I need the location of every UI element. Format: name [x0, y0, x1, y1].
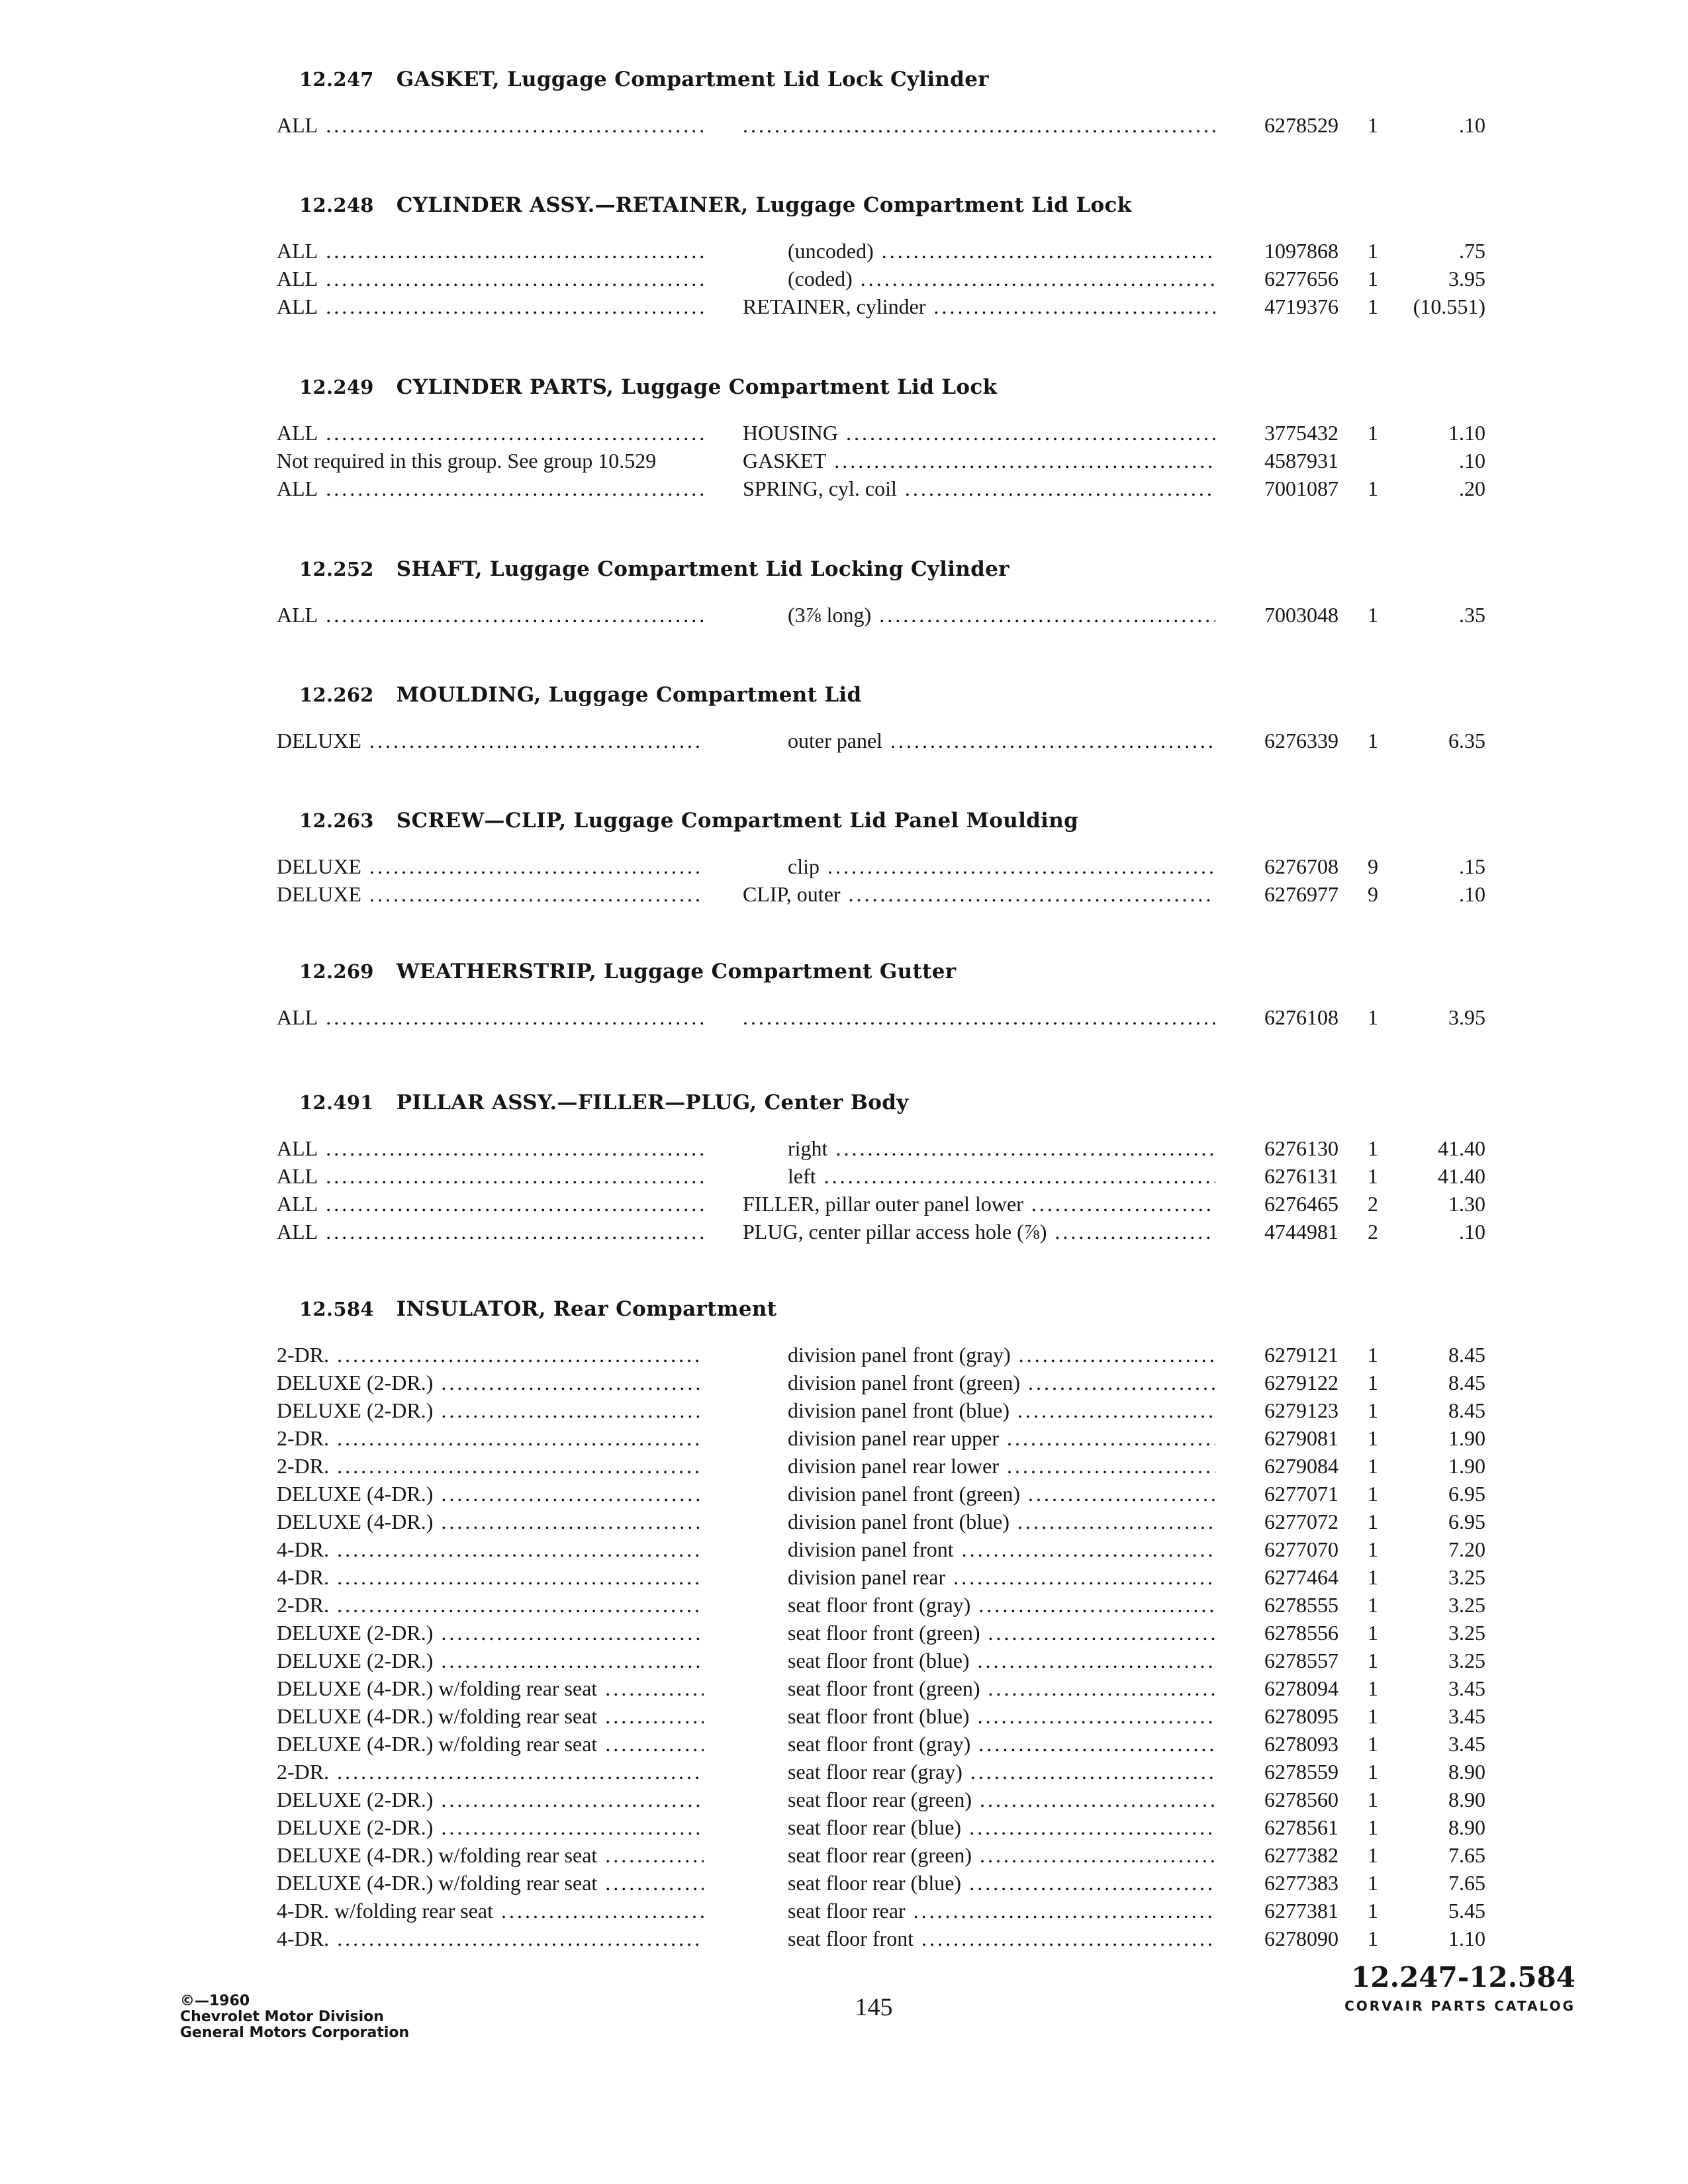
- part-number-cell: 6278090: [1264, 1927, 1338, 1950]
- quantity-cell: 9: [1368, 854, 1378, 878]
- part-row: [0, 1452, 1688, 1480]
- group-number: 12.247: [299, 68, 374, 91]
- part-number-cell: 6278561: [1264, 1815, 1338, 1839]
- part-row: [0, 1647, 1688, 1674]
- description-cell: division panel front .....: [788, 1535, 1215, 1563]
- part-number-cell: 6276130: [1264, 1136, 1338, 1160]
- quantity-cell: 1: [1368, 1343, 1378, 1367]
- part-row: [0, 1841, 1688, 1869]
- price-cell: .35: [1459, 603, 1485, 627]
- description-cell: seat floor rear (blue) .....: [788, 1869, 1215, 1897]
- part-row: [0, 1925, 1688, 1952]
- part-row: [0, 880, 1688, 908]
- model-cell: 4-DR. .....: [277, 1535, 704, 1563]
- quantity-cell: 1: [1368, 1704, 1378, 1728]
- description-cell: division panel front (green) .....: [788, 1480, 1215, 1508]
- description-cell: seat floor rear (gray) .....: [788, 1758, 1215, 1786]
- part-row: [0, 237, 1688, 265]
- price-cell: 8.90: [1448, 1788, 1485, 1811]
- price-cell: 1.90: [1448, 1454, 1485, 1478]
- price-cell: .20: [1459, 477, 1485, 500]
- part-row: [0, 1190, 1688, 1218]
- part-row: [0, 1786, 1688, 1813]
- quantity-cell: 1: [1368, 477, 1378, 500]
- quantity-cell: 1: [1368, 1649, 1378, 1672]
- description-cell: right .....: [788, 1134, 1215, 1162]
- part-row: [0, 419, 1688, 447]
- quantity-cell: 1: [1368, 1760, 1378, 1784]
- description-cell: division panel front (blue) .....: [788, 1396, 1215, 1424]
- part-row: [0, 601, 1688, 629]
- model-cell: 4-DR. .....: [277, 1563, 704, 1591]
- group-heading: [299, 374, 997, 400]
- quantity-cell: 1: [1368, 1815, 1378, 1839]
- part-row: [0, 727, 1688, 754]
- page-number: 145: [855, 1993, 893, 2021]
- description-cell: CLIP, outer .....: [743, 880, 1215, 908]
- corporation-line: General Motors Corporation: [180, 2025, 410, 2041]
- quantity-cell: 1: [1368, 1537, 1378, 1561]
- quantity-cell: 1: [1368, 1927, 1378, 1950]
- quantity-cell: 1: [1368, 1426, 1378, 1450]
- model-cell: 2-DR. .....: [277, 1452, 704, 1480]
- part-number-cell: 4719376: [1264, 295, 1338, 318]
- model-cell: DELUXE (2-DR.) .....: [277, 1647, 704, 1674]
- model-cell: DELUXE (4-DR.) w/folding rear seat .....: [277, 1869, 704, 1897]
- quantity-cell: 1: [1368, 1676, 1378, 1700]
- part-row: [0, 265, 1688, 293]
- part-row: [0, 1508, 1688, 1535]
- price-cell: 1.10: [1448, 1927, 1485, 1950]
- quantity-cell: 1: [1368, 1788, 1378, 1811]
- part-row: [0, 1218, 1688, 1246]
- part-number-cell: 6279081: [1264, 1426, 1338, 1450]
- quantity-cell: 1: [1368, 1398, 1378, 1422]
- description-cell: SPRING, cyl. coil .....: [743, 475, 1215, 502]
- description-cell: (3⅞ long) .....: [788, 601, 1215, 629]
- description-cell: (uncoded) .....: [788, 237, 1215, 265]
- quantity-cell: 1: [1368, 1454, 1378, 1478]
- model-cell: DELUXE (4-DR.) w/folding rear seat .....: [277, 1730, 704, 1758]
- price-cell: 8.90: [1448, 1815, 1485, 1839]
- description-cell: division panel rear .....: [788, 1563, 1215, 1591]
- model-cell: DELUXE .....: [277, 727, 704, 754]
- price-cell: 1.30: [1448, 1192, 1485, 1216]
- description-cell: division panel rear upper .....: [788, 1424, 1215, 1452]
- quantity-cell: 1: [1368, 1136, 1378, 1160]
- part-row: [0, 1758, 1688, 1786]
- part-number-cell: 6277070: [1264, 1537, 1338, 1561]
- quantity-cell: 1: [1368, 239, 1378, 263]
- model-cell: ALL .....: [277, 1162, 704, 1190]
- price-cell: 7.65: [1448, 1871, 1485, 1895]
- model-cell: ALL .....: [277, 475, 704, 502]
- group-heading: [299, 556, 1009, 582]
- part-row: [0, 293, 1688, 320]
- description-cell: seat floor front (green) .....: [788, 1619, 1215, 1647]
- description-cell: PLUG, center pillar access hole (⅞) .....: [743, 1218, 1215, 1246]
- description-cell: (coded) .....: [788, 265, 1215, 293]
- description-cell: division panel rear lower .....: [788, 1452, 1215, 1480]
- part-number-cell: 6278555: [1264, 1593, 1338, 1617]
- part-number-cell: 6278557: [1264, 1649, 1338, 1672]
- quantity-cell: 1: [1368, 1510, 1378, 1533]
- description-cell: seat floor front (blue) .....: [788, 1702, 1215, 1730]
- quantity-cell: 1: [1368, 1565, 1378, 1589]
- part-number-cell: 4744981: [1264, 1220, 1338, 1244]
- price-cell: 1.90: [1448, 1426, 1485, 1450]
- part-number-cell: 6279123: [1264, 1398, 1338, 1422]
- quantity-cell: 9: [1368, 882, 1378, 906]
- group-heading: [299, 807, 1078, 834]
- group-title: CYLINDER ASSY.—RETAINER, Luggage Compartment Lid Lock: [396, 193, 1132, 217]
- model-cell: 4-DR. w/folding rear seat .....: [277, 1897, 704, 1925]
- part-number-cell: 3775432: [1264, 421, 1338, 445]
- model-cell: Not required in this group. See group 10.529: [277, 449, 657, 473]
- description-cell: seat floor rear .....: [788, 1897, 1215, 1925]
- model-cell: ALL .....: [277, 265, 704, 293]
- quantity-cell: 1: [1368, 1482, 1378, 1506]
- model-cell: ALL .....: [277, 1190, 704, 1218]
- quantity-cell: 1: [1368, 1871, 1378, 1895]
- model-cell: DELUXE (2-DR.) .....: [277, 1786, 704, 1813]
- part-number-cell: 6277072: [1264, 1510, 1338, 1533]
- group-heading: [299, 958, 956, 985]
- quantity-cell: 1: [1368, 295, 1378, 318]
- group-title: CYLINDER PARTS, Luggage Compartment Lid Lock: [396, 375, 998, 399]
- part-number-cell: 6277464: [1264, 1565, 1338, 1589]
- price-cell: 3.95: [1448, 267, 1485, 291]
- quantity-cell: 1: [1368, 1593, 1378, 1617]
- price-cell: .10: [1459, 1220, 1485, 1244]
- quantity-cell: 1: [1368, 1621, 1378, 1645]
- part-row: [0, 1396, 1688, 1424]
- part-number-cell: 6278560: [1264, 1788, 1338, 1811]
- description-cell: seat floor rear (green) .....: [788, 1841, 1215, 1869]
- part-number-cell: 7001087: [1264, 477, 1338, 500]
- model-cell: DELUXE (4-DR.) w/folding rear seat .....: [277, 1702, 704, 1730]
- part-row: [0, 1003, 1688, 1031]
- part-number-cell: 6278556: [1264, 1621, 1338, 1645]
- price-cell: 3.25: [1448, 1565, 1485, 1589]
- footer-copyright-block: [180, 1993, 409, 2041]
- description-cell: clip .....: [788, 852, 1215, 880]
- part-row: [0, 1341, 1688, 1369]
- model-cell: ALL .....: [277, 601, 704, 629]
- quantity-cell: 2: [1368, 1192, 1378, 1216]
- description-cell: seat floor front (gray) .....: [788, 1591, 1215, 1619]
- quantity-cell: 1: [1368, 1732, 1378, 1756]
- price-cell: 41.40: [1438, 1136, 1485, 1160]
- quantity-cell: 1: [1368, 421, 1378, 445]
- group-number: 12.248: [299, 194, 374, 216]
- price-cell: 5.45: [1448, 1899, 1485, 1923]
- part-number-cell: 6278529: [1264, 113, 1338, 137]
- part-row: [0, 1591, 1688, 1619]
- part-number-cell: 6276108: [1264, 1005, 1338, 1029]
- description-cell: seat floor front (green) .....: [788, 1674, 1215, 1702]
- model-cell: ALL .....: [277, 1218, 704, 1246]
- group-range: 12.247-12.584: [1351, 1961, 1575, 1993]
- price-cell: 7.20: [1448, 1537, 1485, 1561]
- price-cell: 3.45: [1448, 1704, 1485, 1728]
- part-row: [0, 1535, 1688, 1563]
- copyright-line: ©—1960: [180, 1993, 250, 2009]
- description-cell: left .....: [788, 1162, 1215, 1190]
- model-cell: 2-DR. .....: [277, 1591, 704, 1619]
- model-cell: ALL .....: [277, 293, 704, 320]
- price-cell: 6.95: [1448, 1510, 1485, 1533]
- description-cell: seat floor rear (blue) .....: [788, 1813, 1215, 1841]
- description-cell: outer panel .....: [788, 727, 1215, 754]
- part-number-cell: 6277656: [1264, 267, 1338, 291]
- price-cell: 1.10: [1448, 421, 1485, 445]
- description-cell: seat floor rear (green) .....: [788, 1786, 1215, 1813]
- quantity-cell: 2: [1368, 1220, 1378, 1244]
- group-heading: [299, 1296, 776, 1322]
- price-cell: 3.25: [1448, 1649, 1485, 1672]
- part-number-cell: 6276977: [1264, 882, 1338, 906]
- group-number: 12.252: [299, 558, 374, 580]
- part-row: [0, 1134, 1688, 1162]
- group-number: 12.491: [299, 1091, 374, 1114]
- model-cell: DELUXE (4-DR.) .....: [277, 1508, 704, 1535]
- model-cell: 4-DR. .....: [277, 1925, 704, 1952]
- catalog-title: CORVAIR PARTS CATALOG: [1344, 1998, 1575, 2014]
- price-cell: 7.65: [1448, 1843, 1485, 1867]
- part-row: [0, 1480, 1688, 1508]
- group-title: PILLAR ASSY.—FILLER—PLUG, Center Body: [396, 1091, 909, 1115]
- group-title: SHAFT, Luggage Compartment Lid Locking Cylinder: [396, 557, 1009, 581]
- model-cell: 2-DR. .....: [277, 1341, 704, 1369]
- part-number-cell: 6276339: [1264, 729, 1338, 752]
- model-cell: 2-DR. .....: [277, 1758, 704, 1786]
- description-cell: division panel front (gray) .....: [788, 1341, 1215, 1369]
- quantity-cell: 1: [1368, 1899, 1378, 1923]
- part-number-cell: 6277383: [1264, 1871, 1338, 1895]
- description-cell: [743, 111, 1215, 139]
- description-cell: division panel front (blue) .....: [788, 1508, 1215, 1535]
- group-number: 12.263: [299, 809, 374, 832]
- model-cell: DELUXE (2-DR.) .....: [277, 1813, 704, 1841]
- part-number-cell: 6276131: [1264, 1164, 1338, 1188]
- price-cell: .75: [1459, 239, 1485, 263]
- part-number-cell: 6276465: [1264, 1192, 1338, 1216]
- description-cell: seat floor front .....: [788, 1925, 1215, 1952]
- part-row: [0, 1702, 1688, 1730]
- price-cell: 6.35: [1448, 729, 1485, 752]
- group-number: 12.584: [299, 1298, 374, 1320]
- model-cell: DELUXE (4-DR.) w/folding rear seat .....: [277, 1841, 704, 1869]
- price-cell: 3.45: [1448, 1676, 1485, 1700]
- part-row: [0, 1869, 1688, 1897]
- group-title: INSULATOR, Rear Compartment: [396, 1297, 777, 1321]
- part-number-cell: 1097868: [1264, 239, 1338, 263]
- price-cell: 3.25: [1448, 1621, 1485, 1645]
- part-number-cell: 4587931: [1264, 449, 1338, 473]
- quantity-cell: 1: [1368, 1005, 1378, 1029]
- group-number: 12.269: [299, 960, 374, 983]
- price-cell: 8.90: [1448, 1760, 1485, 1784]
- quantity-cell: 1: [1368, 1371, 1378, 1394]
- part-number-cell: 6277071: [1264, 1482, 1338, 1506]
- price-cell: .10: [1459, 882, 1485, 906]
- model-cell: DELUXE (2-DR.) .....: [277, 1396, 704, 1424]
- description-cell: division panel front (green) .....: [788, 1369, 1215, 1396]
- model-cell: DELUXE (4-DR.) w/folding rear seat .....: [277, 1674, 704, 1702]
- part-row: [0, 1162, 1688, 1190]
- quantity-cell: 1: [1368, 1164, 1378, 1188]
- price-cell: 3.45: [1448, 1732, 1485, 1756]
- quantity-cell: 1: [1368, 267, 1378, 291]
- part-number-cell: 6278094: [1264, 1676, 1338, 1700]
- part-row: [0, 1730, 1688, 1758]
- part-number-cell: 6278559: [1264, 1760, 1338, 1784]
- quantity-cell: 1: [1368, 603, 1378, 627]
- part-row: [0, 1424, 1688, 1452]
- group-number: 12.249: [299, 376, 374, 398]
- price-cell: 8.45: [1448, 1371, 1485, 1394]
- price-cell: 3.25: [1448, 1593, 1485, 1617]
- price-cell: 6.95: [1448, 1482, 1485, 1506]
- group-title: MOULDING, Luggage Compartment Lid: [396, 683, 862, 707]
- part-row: [0, 852, 1688, 880]
- description-cell: seat floor front (gray) .....: [788, 1730, 1215, 1758]
- part-number-cell: 6277382: [1264, 1843, 1338, 1867]
- price-cell: 3.95: [1448, 1005, 1485, 1029]
- model-cell: ALL .....: [277, 111, 704, 139]
- group-heading: [299, 682, 861, 708]
- description-cell: RETAINER, cylinder .....: [743, 293, 1215, 320]
- division-line: Chevrolet Motor Division: [180, 2009, 384, 2025]
- part-row: [0, 475, 1688, 502]
- quantity-cell: 1: [1368, 113, 1378, 137]
- description-cell: GASKET .....: [743, 447, 1215, 475]
- model-cell: DELUXE (4-DR.) .....: [277, 1480, 704, 1508]
- quantity-cell: 1: [1368, 729, 1378, 752]
- part-number-cell: 6279084: [1264, 1454, 1338, 1478]
- part-number-cell: 6279121: [1264, 1343, 1338, 1367]
- description-cell: seat floor front (blue) .....: [788, 1647, 1215, 1674]
- model-cell: ALL .....: [277, 1134, 704, 1162]
- model-cell: DELUXE .....: [277, 852, 704, 880]
- model-cell: DELUXE .....: [277, 880, 704, 908]
- part-number-cell: 6278095: [1264, 1704, 1338, 1728]
- model-cell: DELUXE (2-DR.) .....: [277, 1619, 704, 1647]
- part-row: [0, 1897, 1688, 1925]
- model-cell: ALL .....: [277, 237, 704, 265]
- group-title: WEATHERSTRIP, Luggage Compartment Gutter: [396, 960, 957, 983]
- group-heading: [299, 192, 1131, 218]
- part-row: [0, 1674, 1688, 1702]
- model-cell: ALL .....: [277, 1003, 704, 1031]
- part-row: [0, 111, 1688, 139]
- part-row: [0, 1563, 1688, 1591]
- description-cell: [743, 1003, 1215, 1031]
- price-cell: 8.45: [1448, 1343, 1485, 1367]
- description-cell: FILLER, pillar outer panel lower .....: [743, 1190, 1215, 1218]
- price-cell: 41.40: [1438, 1164, 1485, 1188]
- part-row: [0, 447, 1688, 475]
- description-cell: HOUSING .....: [743, 419, 1215, 447]
- part-row: [0, 1369, 1688, 1396]
- group-number: 12.262: [299, 684, 374, 706]
- part-number-cell: 6278093: [1264, 1732, 1338, 1756]
- price-cell: .10: [1459, 113, 1485, 137]
- price-cell: .10: [1459, 449, 1485, 473]
- group-heading: [299, 66, 989, 93]
- group-title: SCREW—CLIP, Luggage Compartment Lid Panel Moulding: [396, 809, 1079, 833]
- part-row: [0, 1619, 1688, 1647]
- model-cell: DELUXE (2-DR.) .....: [277, 1369, 704, 1396]
- part-row: [0, 1813, 1688, 1841]
- price-cell: .15: [1459, 854, 1485, 878]
- part-number-cell: 6279122: [1264, 1371, 1338, 1394]
- quantity-cell: 1: [1368, 1843, 1378, 1867]
- part-number-cell: 6277381: [1264, 1899, 1338, 1923]
- model-cell: 2-DR. .....: [277, 1424, 704, 1452]
- group-heading: [299, 1089, 909, 1116]
- model-cell: ALL .....: [277, 419, 704, 447]
- price-cell: (10.551): [1413, 295, 1485, 318]
- group-title: GASKET, Luggage Compartment Lid Lock Cylinder: [396, 68, 989, 91]
- part-number-cell: 6276708: [1264, 854, 1338, 878]
- price-cell: 8.45: [1448, 1398, 1485, 1422]
- part-number-cell: 7003048: [1264, 603, 1338, 627]
